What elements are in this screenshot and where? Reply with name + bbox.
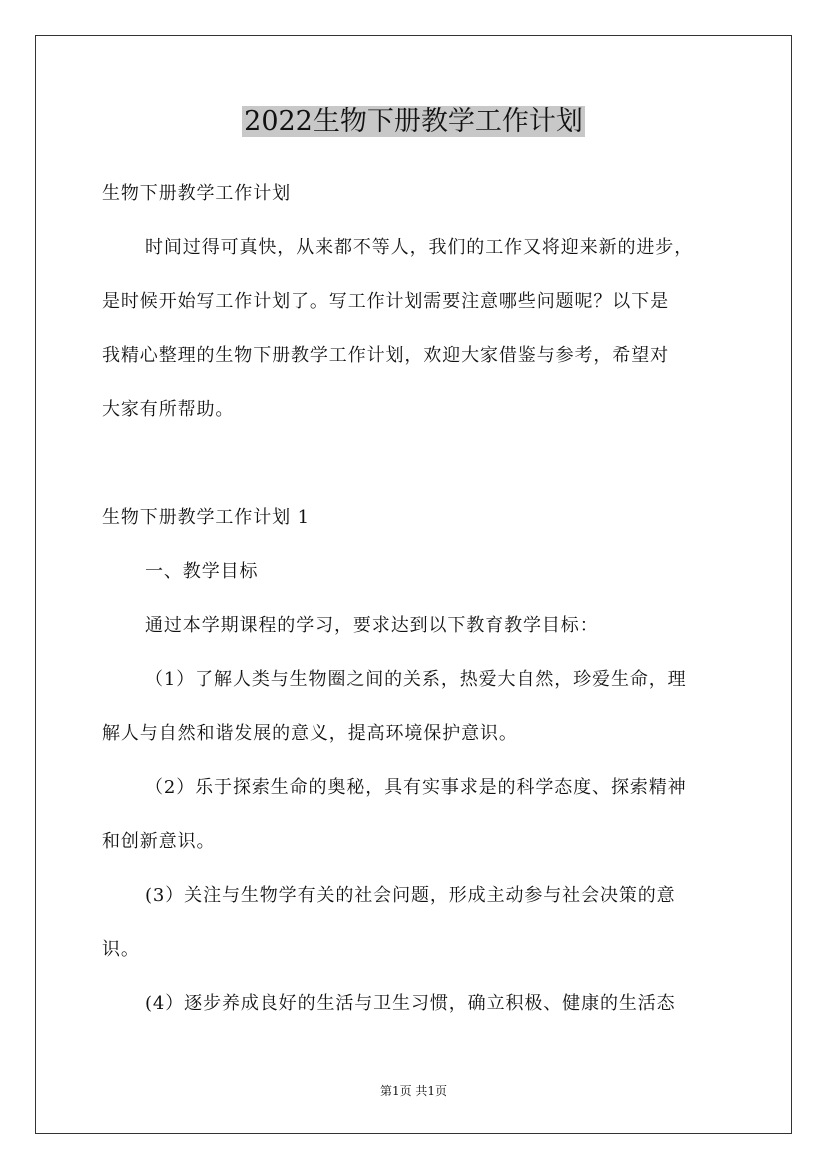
list-item-line: （2）乐于探索生命的奥秘，具有实事求是的科学态度、探索精神 xyxy=(145,777,687,798)
paragraph-line: 通过本学期课程的学习，要求达到以下教育教学目标： xyxy=(145,615,599,636)
paragraph-line: 我精心整理的生物下册教学工作计划，欢迎大家借鉴与参考，希望对 xyxy=(102,345,669,366)
list-item-line: 解人与自然和谐发展的意义，提高环境保护意识。 xyxy=(102,723,518,744)
intro-heading: 生物下册教学工作计划 xyxy=(102,183,291,204)
section-heading: 生物下册教学工作计划 1 xyxy=(102,507,310,528)
paragraph-line: 大家有所帮助。 xyxy=(102,399,235,420)
page-footer: 第1页 共1页 xyxy=(379,1084,448,1098)
list-item-line: (3）关注与生物学有关的社会问题，形成主动参与社会决策的意 xyxy=(145,885,676,906)
list-item-line: 识。 xyxy=(102,939,140,960)
list-item-line: （1）了解人类与生物圈之间的关系，热爱大自然，珍爱生命，理 xyxy=(145,669,687,690)
list-item-line: (4）逐步养成良好的生活与卫生习惯，确立积极、健康的生活态 xyxy=(145,993,676,1014)
document-title-text: 2022生物下册教学工作计划 xyxy=(244,106,583,137)
paragraph-line: 是时候开始写工作计划了。写工作计划需要注意哪些问题呢？以下是 xyxy=(102,291,669,312)
subsection-heading: 一、教学目标 xyxy=(145,561,259,582)
document-title xyxy=(0,100,827,144)
paragraph-line: 时间过得可真快，从来都不等人，我们的工作又将迎来新的进步， xyxy=(145,237,694,258)
list-item-line: 和创新意识。 xyxy=(102,831,216,852)
